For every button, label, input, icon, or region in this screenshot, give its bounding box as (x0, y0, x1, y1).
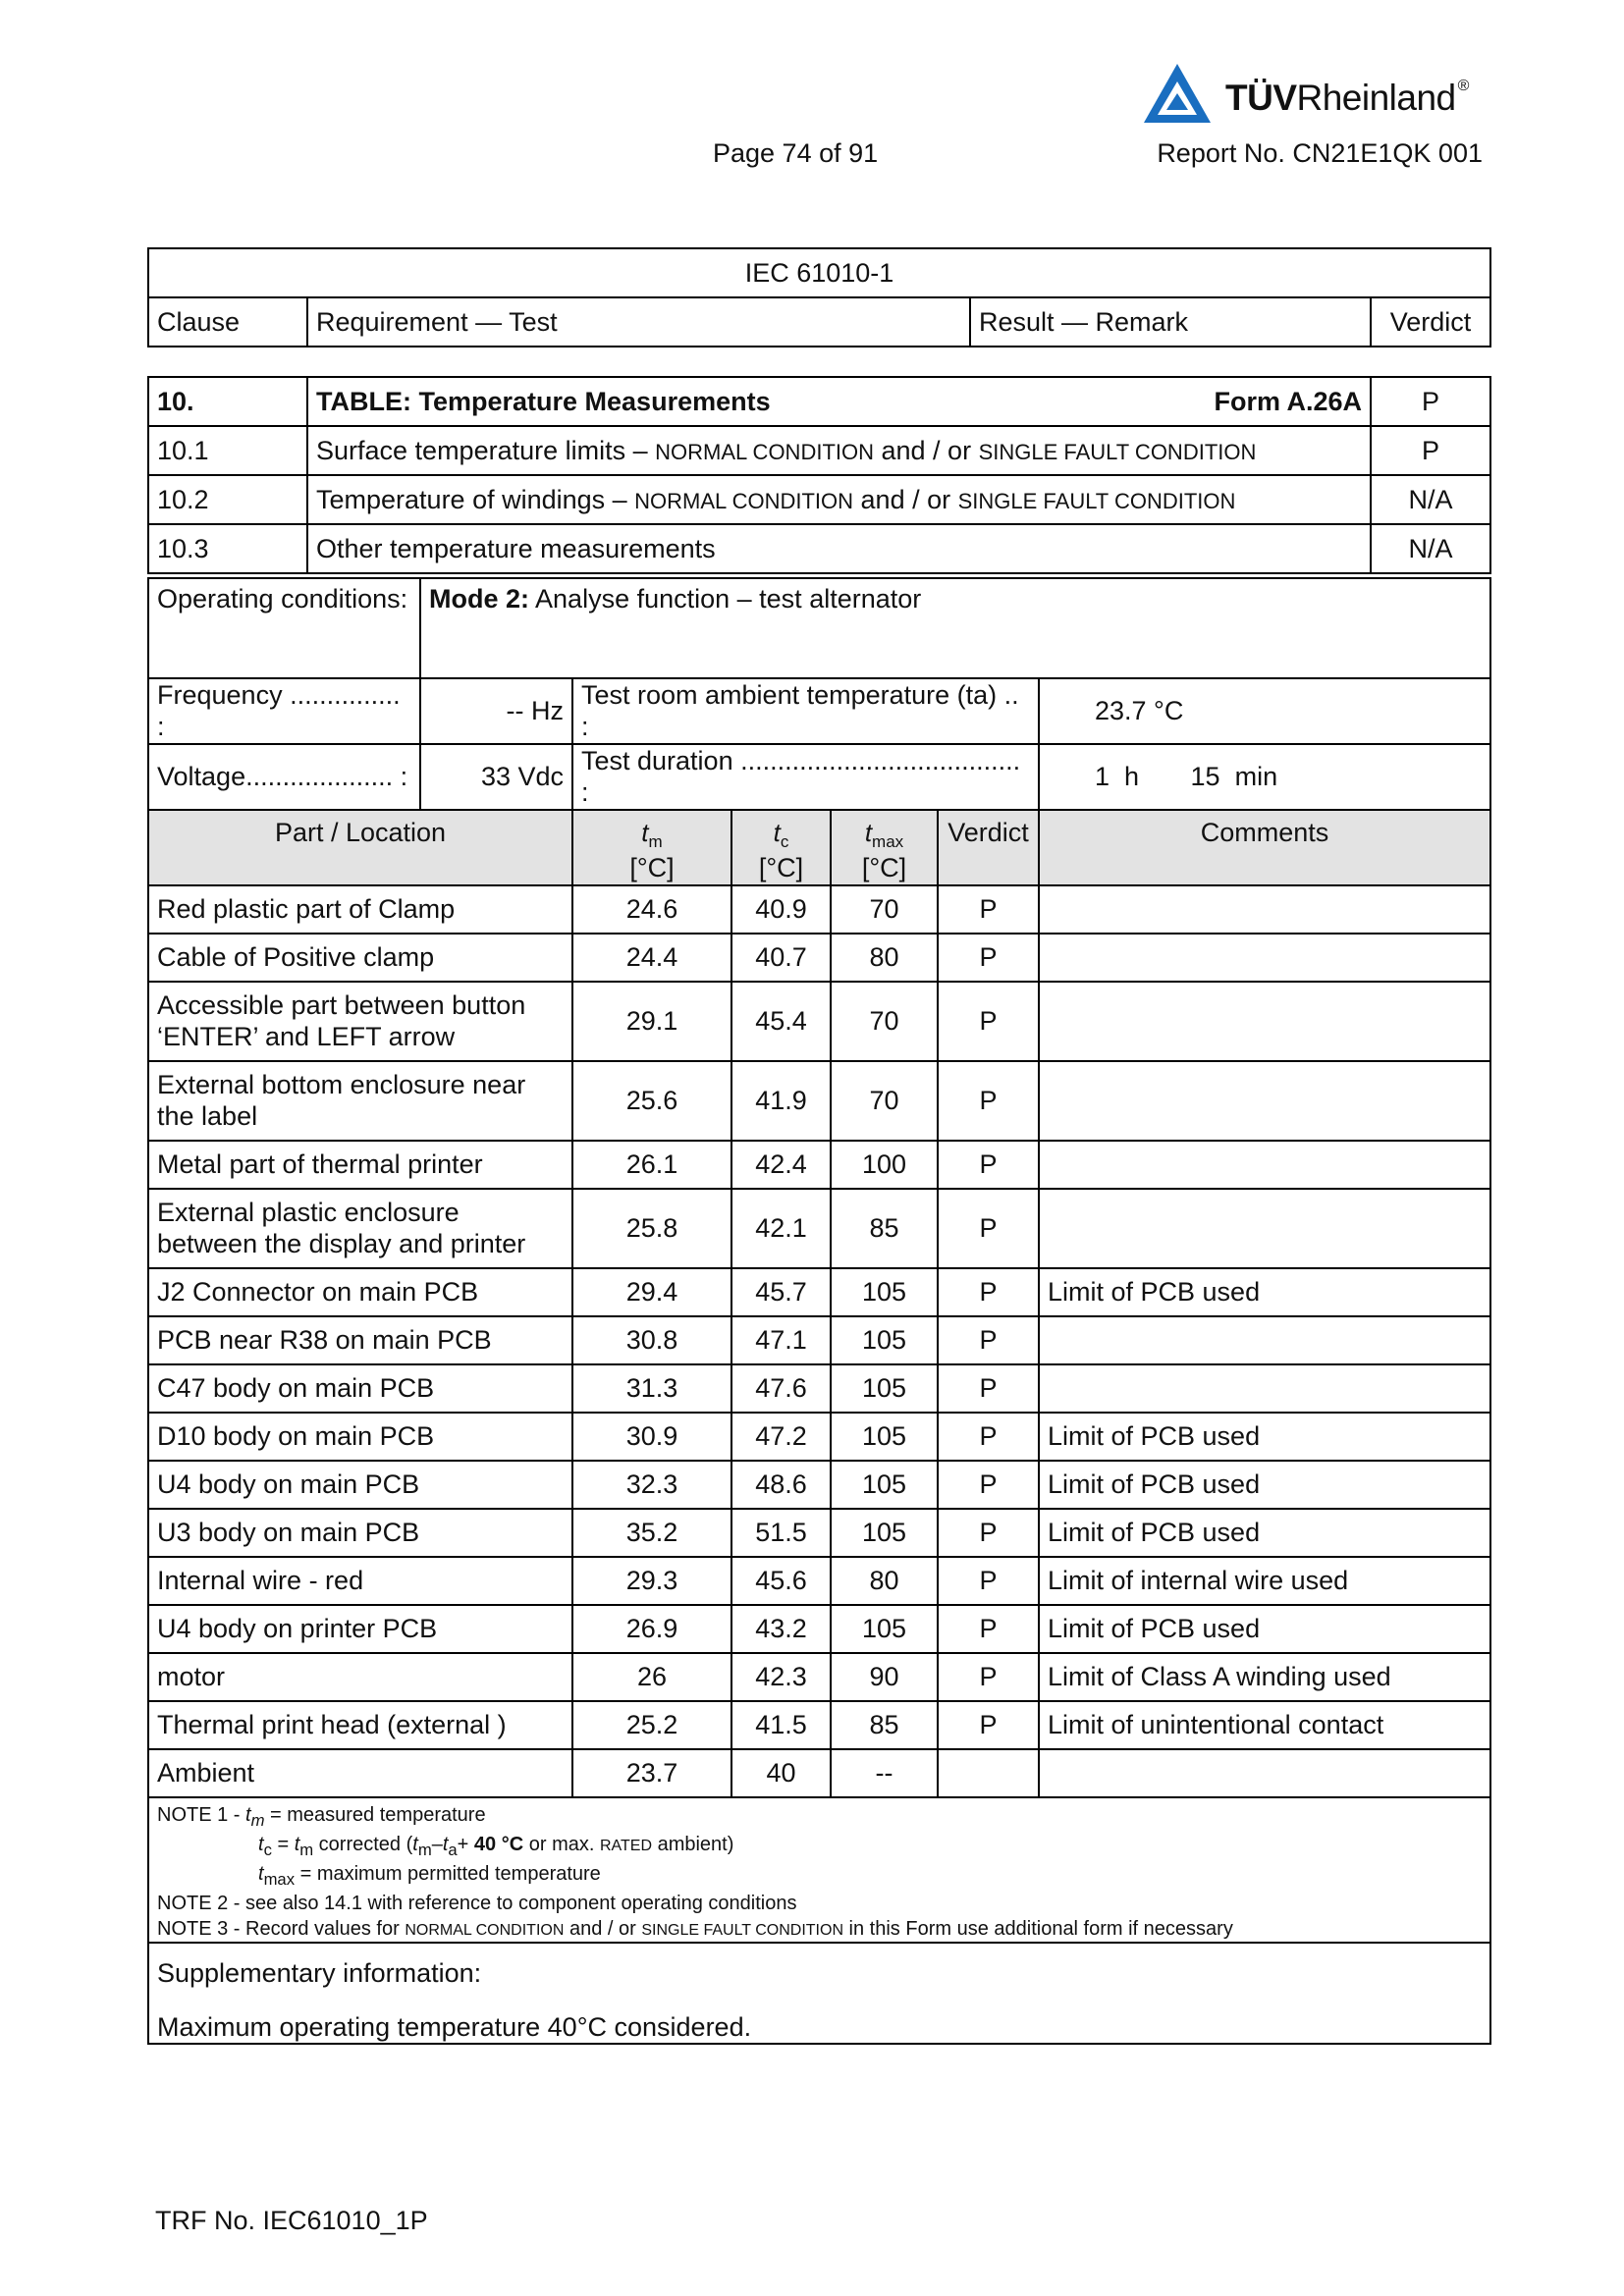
part-location: Metal part of thermal printer (148, 1141, 572, 1189)
tmax-value: 105 (831, 1413, 938, 1461)
tm-value: 26.1 (572, 1141, 731, 1189)
supplementary-block (148, 1943, 1490, 2044)
clause-row-text: Surface temperature limits – NORMAL CONDITION and / or SINGLE FAULT CONDITION (307, 426, 1371, 475)
verdict-value: P (938, 1189, 1039, 1268)
verdict-value: P (938, 1364, 1039, 1413)
measurement-row (148, 1189, 1490, 1268)
form-id: Form A.26A (1214, 386, 1362, 416)
tm-value: 35.2 (572, 1509, 731, 1557)
comment (1039, 885, 1490, 934)
tmax-value: 100 (831, 1141, 938, 1189)
tmax-value: 105 (831, 1316, 938, 1364)
tc-value: 47.1 (731, 1316, 831, 1364)
measurement-row (148, 1701, 1490, 1749)
note-2: NOTE 2 - see also 14.1 with reference to component operating conditions (157, 1892, 797, 1914)
clause-row-number: 10.2 (148, 475, 307, 524)
clause-row (148, 524, 1490, 573)
verdict-value: P (938, 1141, 1039, 1189)
measurement-table (147, 577, 1491, 2045)
comment: Limit of internal wire used (1039, 1557, 1490, 1605)
part-location: Internal wire - red (148, 1557, 572, 1605)
header-tm: $t_m$ [°C] (572, 810, 731, 885)
tmax-value: -- (831, 1749, 938, 1797)
comment (1039, 1141, 1490, 1189)
header-tmax: $t_{max}$ [°C] (831, 810, 938, 885)
measurement-row (148, 1316, 1490, 1364)
tm-value: 31.3 (572, 1364, 731, 1413)
part-location: External plastic enclosure between the display and printer (148, 1189, 572, 1268)
header-tc: $t_c$ [°C] (731, 810, 831, 885)
comment: Limit of PCB used (1039, 1605, 1490, 1653)
comment (1039, 1364, 1490, 1413)
note-3: NOTE 3 - Record values for NORMAL CONDITION and / or SINGLE FAULT CONDITION in this Form use additional form if necessary (157, 1917, 1233, 1940)
part-location: External bottom enclosure near the label (148, 1061, 572, 1141)
ambient-value: 23.7 °C (1039, 678, 1490, 744)
note-1: NOTE $1 - t_m$ = measured temperature (157, 1803, 486, 1830)
verdict-value: P (938, 1509, 1039, 1557)
tmax-value: 85 (831, 1701, 938, 1749)
verdict-value: P (938, 885, 1039, 934)
part-location: Red plastic part of Clamp (148, 885, 572, 934)
comment (1039, 1316, 1490, 1364)
tmax-value: 85 (831, 1189, 938, 1268)
comment (1039, 1061, 1490, 1141)
tc-value: 45.7 (731, 1268, 831, 1316)
standard-header-table (147, 247, 1491, 347)
tc-value: 45.4 (731, 982, 831, 1061)
measurement-row (148, 1749, 1490, 1797)
tm-value: 26 (572, 1653, 731, 1701)
tm-value: 32.3 (572, 1461, 731, 1509)
clause-row-verdict: P (1371, 426, 1490, 475)
measurement-row (148, 1413, 1490, 1461)
tc-value: 47.6 (731, 1364, 831, 1413)
tm-value: 26.9 (572, 1605, 731, 1653)
part-location: motor (148, 1653, 572, 1701)
tmax-value: 105 (831, 1605, 938, 1653)
comment: Limit of Class A winding used (1039, 1653, 1490, 1701)
verdict-value: P (938, 1461, 1039, 1509)
operating-conditions-label: Operating conditions: (148, 578, 420, 678)
measurement-row (148, 1557, 1490, 1605)
tm-value: 25.2 (572, 1701, 731, 1749)
verdict-value: P (938, 1061, 1039, 1141)
supplementary-label: Supplementary information: (157, 1958, 482, 1989)
tc-value: 40.9 (731, 885, 831, 934)
part-location: Cable of Positive clamp (148, 934, 572, 982)
clause-row-verdict: N/A (1371, 524, 1490, 573)
clause-number: 10. (148, 377, 307, 426)
note-1-tmax: $t_{max}$ = maximum permitted temperature (258, 1862, 601, 1889)
tc-value: 42.4 (731, 1141, 831, 1189)
tc-value: 43.2 (731, 1605, 831, 1653)
frequency-value: -- Hz (420, 678, 572, 744)
tm-value: 23.7 (572, 1749, 731, 1797)
col-verdict: Verdict (1371, 297, 1490, 347)
tmax-value: 70 (831, 885, 938, 934)
part-location: C47 body on main PCB (148, 1364, 572, 1413)
duration-value: 1 h 15 min (1039, 744, 1490, 810)
verdict-value: P (938, 982, 1039, 1061)
note-1-tc: $t_c = t_m$ corrected ($t_m-t_a+ 40$ °C or max. RATED ambient) (258, 1833, 734, 1859)
measurement-row (148, 1605, 1490, 1653)
tmax-value: 105 (831, 1364, 938, 1413)
clause-row (148, 426, 1490, 475)
trf-number: TRF No. IEC61010_1P (155, 2206, 428, 2235)
verdict-value: P (938, 1413, 1039, 1461)
page-number: Page 74 of 91 (713, 138, 879, 168)
tmax-value: 70 (831, 1061, 938, 1141)
voltage-label: Voltage.................... : (148, 744, 420, 810)
clause-title-cell (307, 377, 1371, 426)
notes-block (148, 1797, 1490, 1944)
report-number: Report No. CN21E1QK 001 (1157, 138, 1483, 168)
frequency-label: Frequency ............... : (148, 678, 420, 744)
verdict-value: P (938, 1701, 1039, 1749)
tuv-triangle-icon (1141, 61, 1214, 126)
tc-value: 42.3 (731, 1653, 831, 1701)
measurement-row (148, 1653, 1490, 1701)
clause-row-text: Other temperature measurements (307, 524, 1371, 573)
comment (1039, 1749, 1490, 1797)
standard-title: IEC 61010-1 (148, 248, 1490, 297)
comment (1039, 982, 1490, 1061)
measurement-row (148, 885, 1490, 934)
part-location: Thermal print head (external ) (148, 1701, 572, 1749)
measurement-row (148, 1141, 1490, 1189)
part-location: U4 body on printer PCB (148, 1605, 572, 1653)
tmax-value: 105 (831, 1461, 938, 1509)
verdict-value: P (938, 1605, 1039, 1653)
tc-value: 47.2 (731, 1413, 831, 1461)
measurement-row (148, 1364, 1490, 1413)
part-location: D10 body on main PCB (148, 1413, 572, 1461)
logo-text: TÜVRheinland ® (1225, 78, 1469, 118)
clause-row-number: 10.1 (148, 426, 307, 475)
comment (1039, 934, 1490, 982)
header-comments: Comments (1039, 810, 1490, 885)
measurement-row (148, 1461, 1490, 1509)
col-result: Result — Remark (970, 297, 1371, 347)
comment: Limit of unintentional contact (1039, 1701, 1490, 1749)
part-location: U3 body on main PCB (148, 1509, 572, 1557)
tmax-value: 90 (831, 1653, 938, 1701)
measurement-row (148, 1509, 1490, 1557)
measurement-row (148, 1268, 1490, 1316)
tm-value: 25.6 (572, 1061, 731, 1141)
part-location: PCB near R38 on main PCB (148, 1316, 572, 1364)
comment: Limit of PCB used (1039, 1509, 1490, 1557)
measurement-row (148, 982, 1490, 1061)
tmax-value: 105 (831, 1268, 938, 1316)
tc-value: 41.5 (731, 1701, 831, 1749)
clause-verdict: P (1371, 377, 1490, 426)
clause-row-text: Temperature of windings – NORMAL CONDITION and / or SINGLE FAULT CONDITION (307, 475, 1371, 524)
comment (1039, 1189, 1490, 1268)
part-location: Ambient (148, 1749, 572, 1797)
tmax-value: 80 (831, 1557, 938, 1605)
verdict-value: P (938, 1557, 1039, 1605)
clause-table (147, 376, 1491, 574)
clause-row-verdict: N/A (1371, 475, 1490, 524)
tc-value: 48.6 (731, 1461, 831, 1509)
verdict-value: P (938, 1316, 1039, 1364)
col-clause: Clause (148, 297, 307, 347)
clause-row-number: 10.3 (148, 524, 307, 573)
verdict-value: P (938, 1653, 1039, 1701)
tm-value: 29.3 (572, 1557, 731, 1605)
comment: Limit of PCB used (1039, 1268, 1490, 1316)
tmax-value: 70 (831, 982, 938, 1061)
tm-value: 24.6 (572, 885, 731, 934)
tc-value: 40 (731, 1749, 831, 1797)
header-part-location: Part / Location (148, 810, 572, 885)
voltage-value: 33 Vdc (420, 744, 572, 810)
ambient-label: Test room ambient temperature (ta) .. : (572, 678, 1039, 744)
tmax-value: 105 (831, 1509, 938, 1557)
tm-value: 29.4 (572, 1268, 731, 1316)
verdict-value: P (938, 934, 1039, 982)
col-requirement: Requirement — Test (307, 297, 970, 347)
header-verdict: Verdict (938, 810, 1039, 885)
tc-value: 42.1 (731, 1189, 831, 1268)
clause-row (148, 475, 1490, 524)
verdict-value: P (938, 1268, 1039, 1316)
supplementary-text: Maximum operating temperature 40°C considered. (157, 2011, 752, 2042)
part-location: U4 body on main PCB (148, 1461, 572, 1509)
tmax-value: 80 (831, 934, 938, 982)
tc-value: 45.6 (731, 1557, 831, 1605)
part-location: J2 Connector on main PCB (148, 1268, 572, 1316)
comment: Limit of PCB used (1039, 1413, 1490, 1461)
tc-value: 40.7 (731, 934, 831, 982)
tm-value: 24.4 (572, 934, 731, 982)
verdict-value (938, 1749, 1039, 1797)
tc-value: 41.9 (731, 1061, 831, 1141)
tm-value: 30.8 (572, 1316, 731, 1364)
duration-label: Test duration ...................................... : (572, 744, 1039, 810)
measurement-row (148, 934, 1490, 982)
tm-value: 25.8 (572, 1189, 731, 1268)
clause-title: TABLE: Temperature Measurements (316, 386, 771, 416)
comment: Limit of PCB used (1039, 1461, 1490, 1509)
measurement-row (148, 1061, 1490, 1141)
operating-mode: Mode 2: Analyse function – test alternator (420, 578, 1490, 678)
tm-value: 30.9 (572, 1413, 731, 1461)
tuv-logo (1141, 61, 1469, 126)
tc-value: 51.5 (731, 1509, 831, 1557)
part-location: Accessible part between button ‘ENTER’ and LEFT arrow (148, 982, 572, 1061)
tm-value: 29.1 (572, 982, 731, 1061)
